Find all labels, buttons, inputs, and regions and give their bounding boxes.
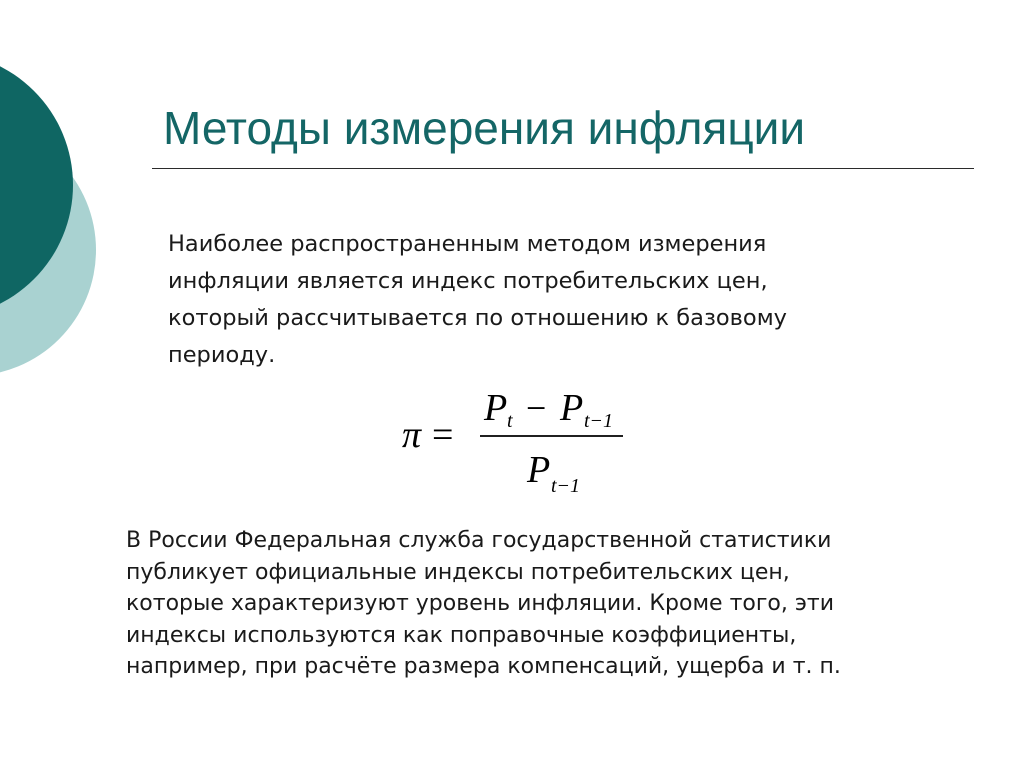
title-divider <box>152 168 974 169</box>
numerator-sub-t: t <box>507 410 513 432</box>
intro-line: Наиболее распространенным методом измерения <box>168 231 767 257</box>
body-line: индексы используются как поправочные коэффициенты, <box>126 622 797 648</box>
numerator-minus-sign: − <box>526 388 547 428</box>
formula-lhs-pi: π <box>402 414 422 456</box>
formula-equals-sign: = <box>432 414 454 456</box>
numerator-p-t: P <box>484 387 508 429</box>
intro-paragraph <box>168 226 928 374</box>
body-line: В России Федеральная служба государственной статистики <box>126 528 832 553</box>
intro-line: который рассчитывается по отношению к базовому <box>168 305 787 331</box>
denominator-p-t-minus-1: P <box>527 449 551 491</box>
denominator-sub-t-minus-1: t−1 <box>551 475 581 497</box>
body-line: например, при расчёте размера компенсаций, ущерба и т. п. <box>126 654 841 679</box>
intro-line: периоду. <box>168 342 276 368</box>
numerator-sub-t-minus-1: t−1 <box>584 410 614 432</box>
body-paragraph <box>126 525 986 683</box>
body-line: которые характеризуют уровень инфляции. Кроме того, эти <box>126 591 835 616</box>
decorative-circles <box>0 0 120 420</box>
intro-line: инфляции является индекс потребительских цен, <box>168 268 768 294</box>
inflation-formula <box>380 375 650 510</box>
numerator-p-t-minus-1: P <box>560 387 584 429</box>
body-line: публикует официальные индексы потребительских цен, <box>126 559 790 585</box>
page-title: Методы измерения инфляции <box>163 102 806 154</box>
